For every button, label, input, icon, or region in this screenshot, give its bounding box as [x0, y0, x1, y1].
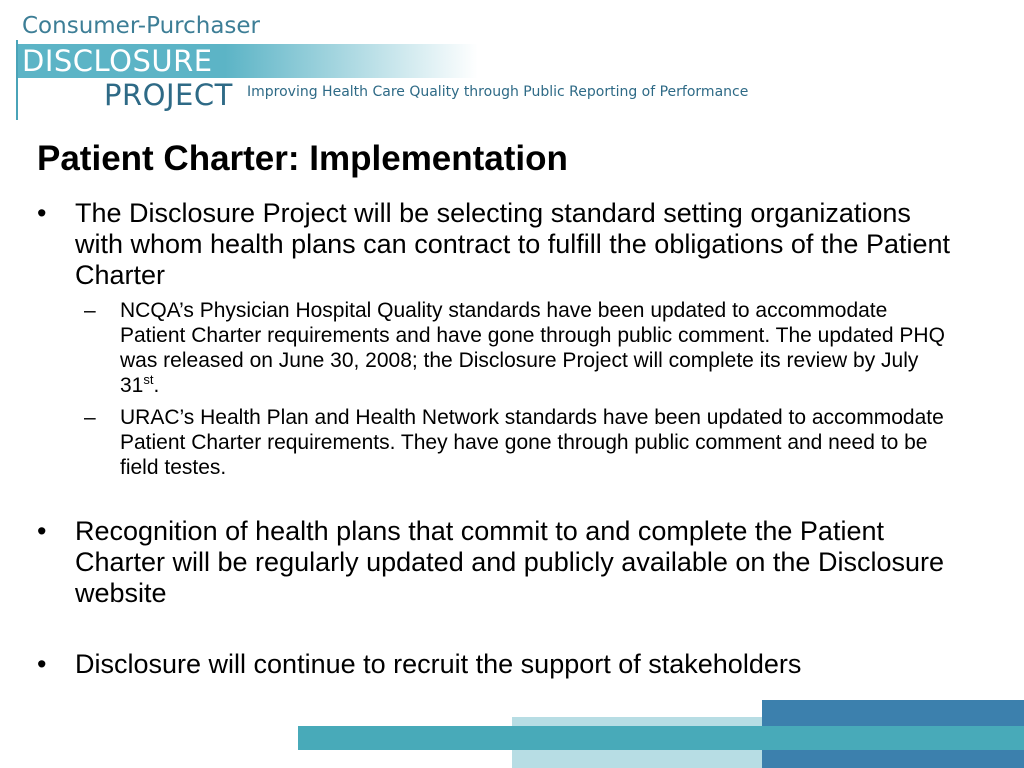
bullet-mark: • — [37, 649, 47, 679]
bullet-item-3 — [37, 649, 957, 680]
logo-line3: PROJECT — [104, 78, 233, 112]
sub-bullet-text: NCQA’s Physician Hospital Quality standards have been updated to accommodate Patient Charter requirements and have gone through public comment. The updated PHQ was released on June 30, 2008; the Disclosure Project will complete its review by July 31 — [120, 299, 945, 397]
sub-bullet-mark: – — [84, 299, 96, 322]
sub-bullet-mark: – — [84, 406, 96, 429]
ordinal-superscript: st — [143, 372, 154, 387]
bullet-item-2 — [37, 516, 957, 609]
sub-bullet-tail: . — [153, 374, 160, 397]
bullet-mark: • — [37, 198, 47, 228]
slide-title: Patient Charter: Implementation — [37, 139, 568, 178]
bullet-text: Recognition of health plans that commit to and complete the Patient Charter will be regularly updated and publicly available on the Disclosure website — [75, 516, 944, 608]
slide-content — [37, 198, 957, 680]
sub-bullet-text: URAC’s Health Plan and Health Network standards have been updated to accommodate Patient Charter requirements. They have gone through public comment and need to be field testes. — [120, 406, 944, 479]
sub-bullet-item-1 — [84, 298, 957, 398]
footer-bar-teal — [298, 726, 1024, 750]
bullet-item-1 — [37, 198, 957, 291]
logo-line1: Consumer-Purchaser — [22, 13, 261, 39]
bullet-text: The Disclosure Project will be selecting standard setting organizations with whom health plans can contract to fulfill the obligations of the Patient Charter — [75, 198, 951, 290]
logo-line2: DISCLOSURE — [22, 44, 213, 78]
logo-tagline: Improving Health Care Quality through Public Reporting of Performance — [247, 84, 749, 100]
bullet-text: Disclosure will continue to recruit the support of stakeholders — [75, 649, 802, 679]
sub-bullet-item-2 — [84, 405, 957, 480]
bullet-mark: • — [37, 516, 47, 546]
